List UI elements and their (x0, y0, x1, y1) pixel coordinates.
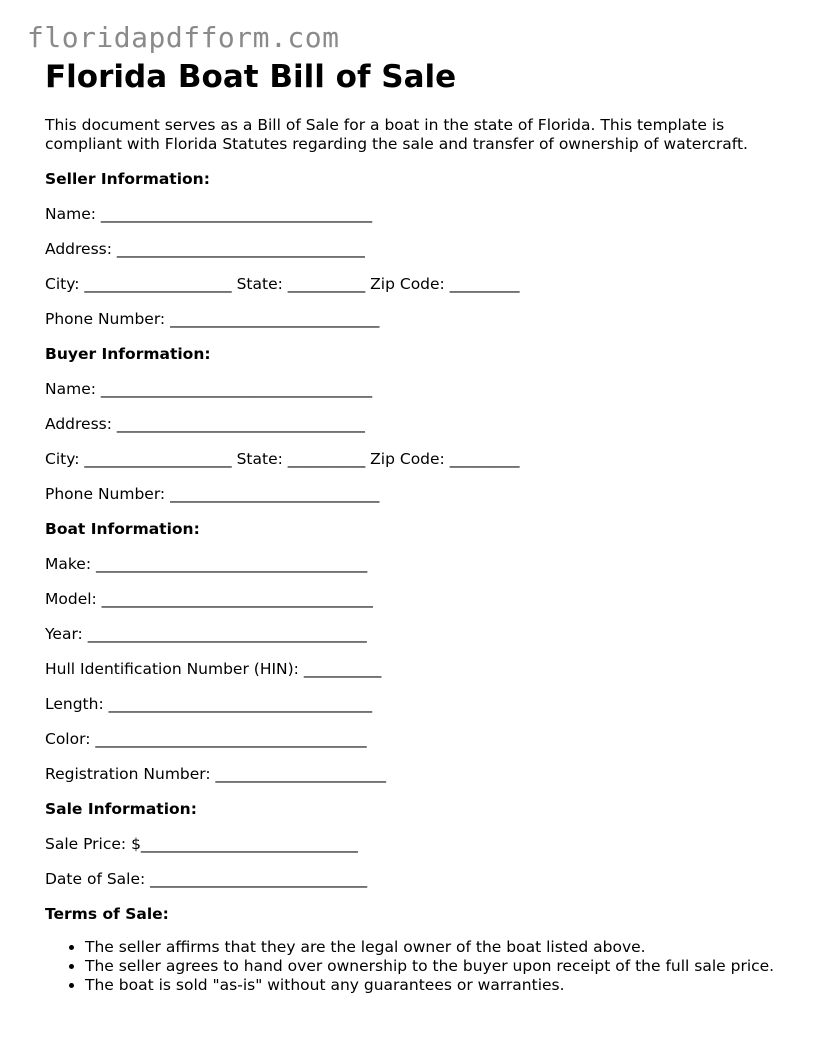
boat-heading: Boat Information: (45, 520, 200, 538)
buyer-phone-field[interactable]: Phone Number: ___________________________ (45, 485, 380, 503)
boat-make-field[interactable]: Make: ___________________________________ (45, 555, 368, 573)
seller-city-state-zip-field[interactable]: City: ___________________ State: __________ Zip Code: _________ (45, 275, 520, 293)
seller-section (45, 170, 785, 345)
buyer-heading: Buyer Information: (45, 345, 211, 363)
seller-heading: Seller Information: (45, 170, 210, 188)
boat-length-field[interactable]: Length: __________________________________ (45, 695, 373, 713)
terms-item: • The seller affirms that they are the legal owner of the boat listed above. (85, 938, 785, 957)
boat-color-field[interactable]: Color: ___________________________________ (45, 730, 367, 748)
document-page (45, 58, 785, 995)
boat-section (45, 520, 785, 800)
buyer-address-field[interactable]: Address: ________________________________ (45, 415, 365, 433)
seller-name-field[interactable]: Name: ___________________________________ (45, 205, 373, 223)
intro-paragraph: This document serves as a Bill of Sale for a boat in the state of Florida. This template is compliant with Florida Statutes regarding the sale and transfer of ownership of watercraft. (45, 116, 748, 153)
sale-price-field[interactable]: Sale Price: $____________________________ (45, 835, 358, 853)
seller-phone-field[interactable]: Phone Number: ___________________________ (45, 310, 380, 328)
terms-item: • The seller agrees to hand over ownership to the buyer upon receipt of the full sale price. (85, 957, 785, 976)
boat-year-field[interactable]: Year: ____________________________________ (45, 625, 367, 643)
buyer-name-field[interactable]: Name: ___________________________________ (45, 380, 373, 398)
sale-date-field[interactable]: Date of Sale: ____________________________ (45, 870, 368, 888)
buyer-city-state-zip-field[interactable]: City: ___________________ State: __________ Zip Code: _________ (45, 450, 520, 468)
buyer-section (45, 345, 785, 520)
terms-section (45, 905, 785, 995)
boat-hin-field[interactable]: Hull Identification Number (HIN): __________ (45, 660, 382, 678)
sale-section (45, 800, 785, 905)
terms-heading: Terms of Sale: (45, 905, 169, 923)
sale-heading: Sale Information: (45, 800, 197, 818)
seller-address-field[interactable]: Address: ________________________________ (45, 240, 365, 258)
terms-item: • The boat is sold "as-is" without any guarantees or warranties. (85, 976, 785, 995)
boat-model-field[interactable]: Model: ___________________________________ (45, 590, 373, 608)
terms-list (45, 938, 785, 995)
document-title: Florida Boat Bill of Sale (45, 59, 457, 95)
boat-registration-field[interactable]: Registration Number: ______________________ (45, 765, 387, 783)
watermark: floridapdfform.com (27, 21, 340, 54)
